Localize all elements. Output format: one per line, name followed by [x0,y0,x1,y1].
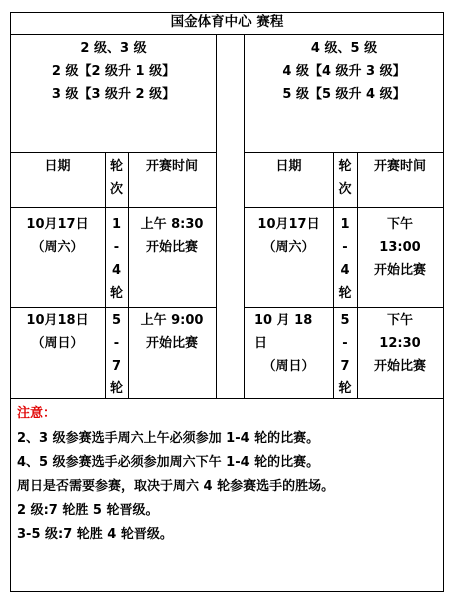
left-row1-round-end: 4 [111,263,122,278]
left-row2-date: 10月18日 [26,313,89,328]
left-row2-weekday: （周日） [31,336,84,351]
right-group-line-1: 4 级【4 级升 3 级】 [282,64,406,79]
right-row1-weekday: （周六） [262,240,315,255]
left-row1-weekday: （周六） [31,240,84,255]
right-col-date: 日期 [275,159,302,174]
left-round-col-border [128,152,129,398]
right-row1-time-period: 下午 [386,217,413,232]
right-col-round-2: 次 [338,182,352,197]
right-row2-time: 12:30 [379,336,421,351]
left-row2-round-end: 7 [111,359,122,374]
right-group-header: 4 级、5 级 [310,41,378,56]
left-row1-round-dash: - [113,240,120,255]
right-col-round-1: 轮 [338,159,352,174]
schedule-title: 国金体育中心 赛程 [170,14,284,30]
left-row1-round-start: 1 [111,217,122,232]
left-col-round-1: 轮 [109,159,123,174]
right-row2-time-period: 下午 [386,313,413,328]
right-row2-round-end: 7 [340,359,350,374]
notes-line-4: 2 级:7 轮胜 5 轮晋级。 [17,503,159,518]
right-row1-date: 10月17日 [257,217,320,232]
notes-heading: 注意： [17,406,57,421]
left-row1-date: 10月17日 [26,217,89,232]
right-row2-time-note: 开始比赛 [373,359,426,374]
left-row1-bottom-border [10,307,217,308]
left-col-date: 日期 [44,159,71,174]
right-row1-bottom-border [244,307,444,308]
left-row2-time: 上午 9:00 [140,313,204,328]
left-header-bottom-border [10,152,217,153]
right-row2-round-start: 5 [340,313,350,328]
right-row2-date-cont: 日 [254,336,268,351]
table-bottom-border [10,591,444,592]
left-col-round-2: 次 [109,182,123,197]
right-header-bottom-border [244,152,444,153]
left-colhead-bottom-border [10,207,217,208]
left-row1-time-note: 开始比赛 [145,240,198,255]
left-row2-round-start: 5 [111,313,122,328]
left-row2-time-note: 开始比赛 [145,336,198,351]
right-row1-time: 13:00 [379,240,421,255]
left-row2-round-dash: - [113,336,120,351]
right-row2-round-dash: - [342,336,348,351]
left-row1-time: 上午 8:30 [140,217,204,232]
right-row1-round-dash: - [342,240,348,255]
right-row1-round-unit: 轮 [338,286,352,301]
right-row1-time-note: 开始比赛 [373,263,426,278]
right-row1-round-start: 1 [340,217,350,232]
notes-line-5: 3-5 级:7 轮胜 4 轮晋级。 [17,527,173,542]
left-group-header: 2 级、3 级 [80,41,147,56]
notes-line-2: 4、5 级参赛选手必须参加周六下午 1-4 轮的比赛。 [17,455,320,470]
title-bottom-border [10,34,444,35]
left-group-line-2: 3 级【3 级升 2 级】 [51,87,176,102]
right-row2-date: 10 月 18 [254,313,313,328]
right-col-time: 开赛时间 [373,159,426,174]
notes-line-3: 周日是否需要参赛，取决于周六 4 轮参赛选手的胜场。 [17,479,335,494]
left-row2-round-unit: 轮 [109,381,123,396]
right-row2-weekday: （周日） [262,359,315,374]
notes-top-border [10,398,444,399]
left-row1-round-unit: 轮 [109,286,123,301]
left-group-line-1: 2 级【2 级升 1 级】 [51,64,176,79]
right-row2-round-unit: 轮 [338,381,352,396]
notes-line-1: 2、3 级参赛选手周六上午必须参加 1-4 轮的比赛。 [17,431,320,446]
right-colhead-bottom-border [244,207,444,208]
right-group-line-2: 5 级【5 级升 4 级】 [282,87,406,102]
right-row1-round-end: 4 [340,263,350,278]
table-top-border [10,12,444,13]
left-col-time: 开赛时间 [145,159,198,174]
